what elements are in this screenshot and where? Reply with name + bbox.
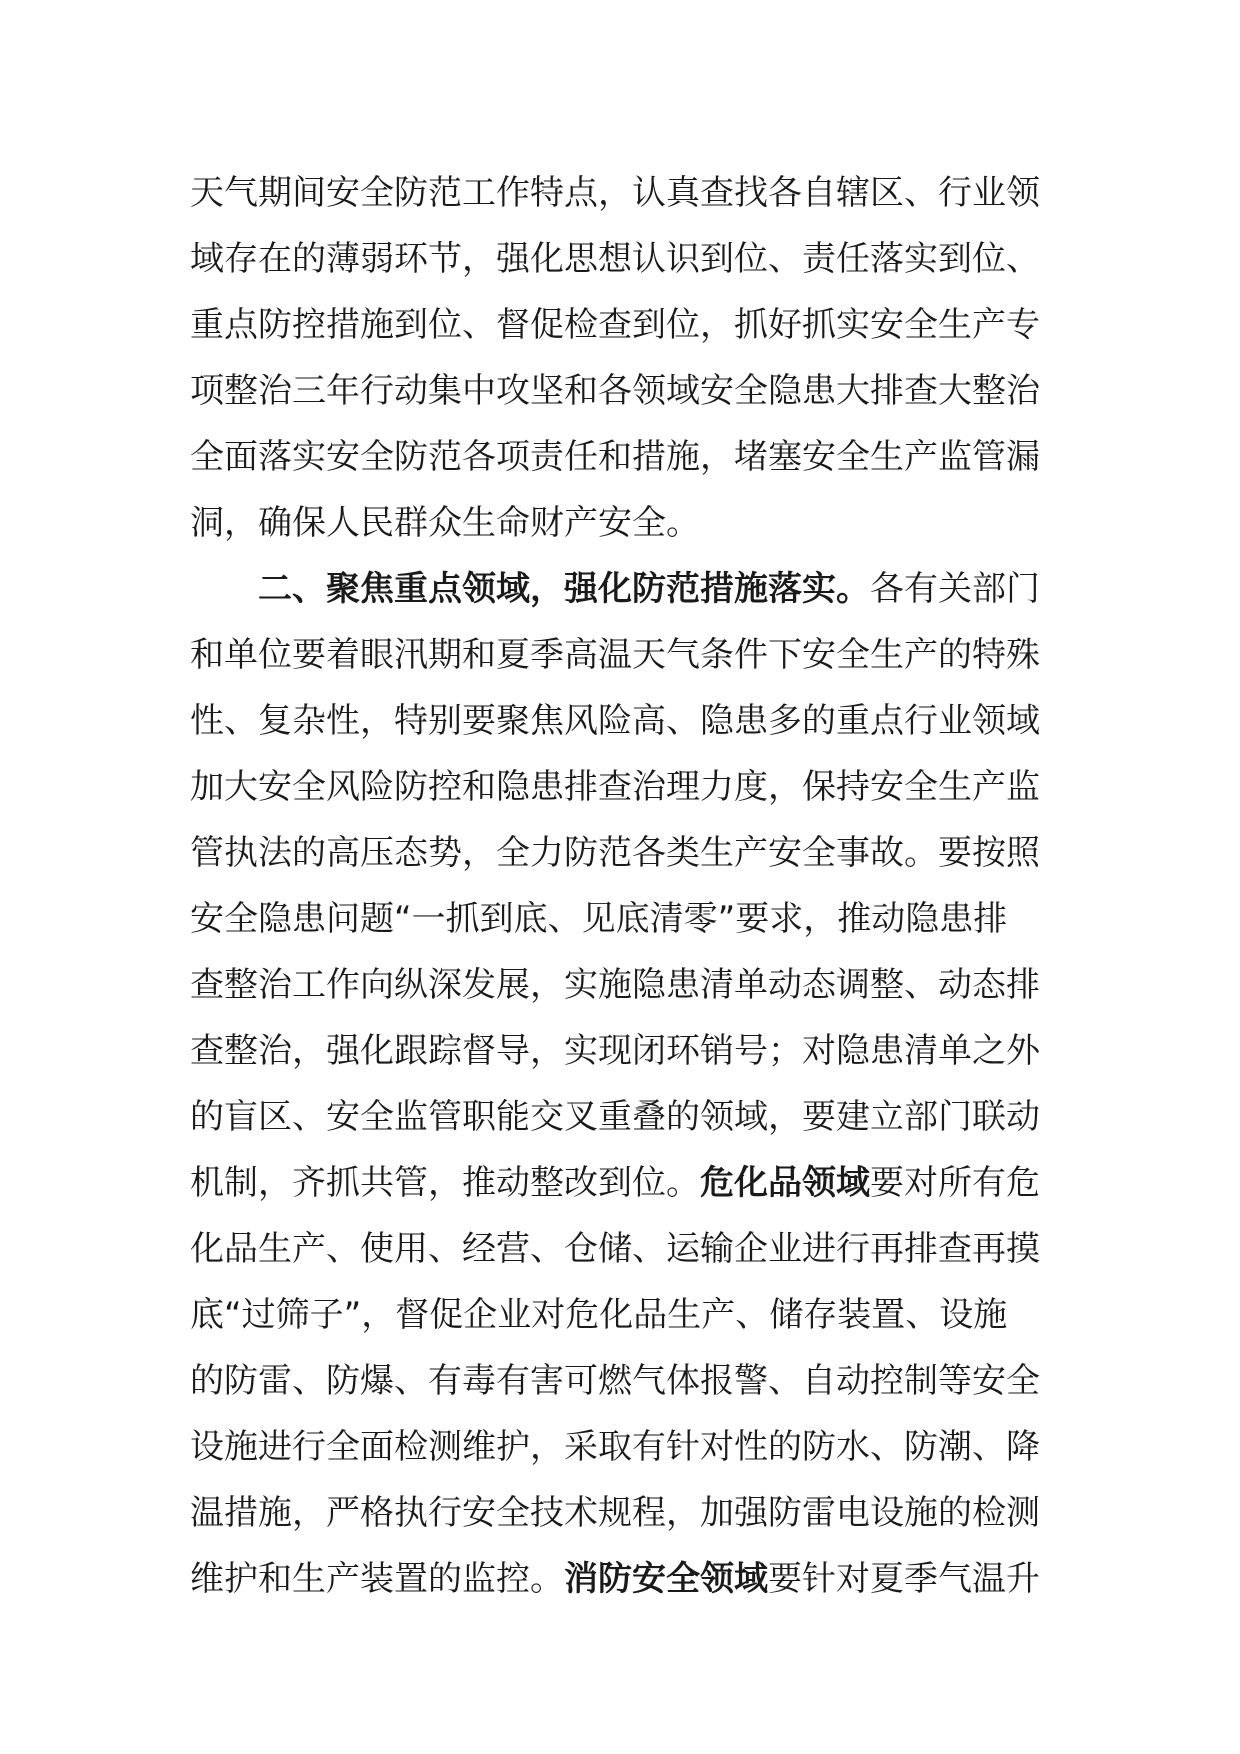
text-line <box>190 886 1060 952</box>
text-segment: 加大安全风险防控和隐患排查治理力度，保持安全生产监 <box>190 767 1040 807</box>
text-segment: 和单位要着眼汛期和夏季高温天气条件下安全生产的特殊 <box>190 635 1040 675</box>
document-body <box>190 160 1060 1612</box>
text-segment: 温措施，严格执行安全技术规程，加强防雷电设施的检测 <box>190 1493 1040 1533</box>
text-segment: 查整治工作向纵深发展，实施隐患清单动态调整、动态排 <box>190 965 1040 1005</box>
text-segment: 各有关部门 <box>870 569 1040 609</box>
text-line <box>190 1216 1060 1282</box>
bold-term: 危化品领域 <box>700 1163 870 1203</box>
text-line <box>190 292 1060 358</box>
text-segment: 查整治，强化跟踪督导，实现闭环销号；对隐患清单之外 <box>190 1031 1040 1071</box>
text-line <box>190 820 1060 886</box>
section-heading: 二、聚焦重点领域，强化防范措施落实。 <box>258 569 870 609</box>
text-segment: 要针对夏季气温升 <box>768 1559 1040 1599</box>
text-line <box>190 688 1060 754</box>
text-segment: 机制，齐抓共管，推动整改到位。 <box>190 1163 700 1203</box>
text-segment: 域存在的薄弱环节，强化思想认识到位、责任落实到位、 <box>190 239 1040 279</box>
text-segment: 项整治三年行动集中攻坚和各领域安全隐患大排查大整治 <box>190 371 1040 411</box>
text-line <box>190 1282 1060 1348</box>
text-segment: 要对所有危 <box>870 1163 1040 1203</box>
text-segment: 洞，确保人民群众生命财产安全。 <box>190 503 700 543</box>
text-line <box>190 1546 1060 1612</box>
text-segment: 管执法的高压态势，全力防范各类生产安全事故。要按照 <box>190 833 1040 873</box>
text-segment: 天气期间安全防范工作特点，认真查找各自辖区、行业领 <box>190 173 1040 213</box>
text-segment: 底“过筛子”，督促企业对危化品生产、储存装置、设施 <box>190 1295 1008 1335</box>
bold-term: 消防安全领域 <box>564 1559 768 1599</box>
text-line <box>190 754 1060 820</box>
text-line <box>190 490 1060 556</box>
text-line <box>190 1018 1060 1084</box>
text-line <box>190 1480 1060 1546</box>
text-line <box>190 1348 1060 1414</box>
text-segment: 安全隐患问题“一抓到底、见底清零”要求，推动隐患排 <box>190 899 1008 939</box>
text-line <box>190 424 1060 490</box>
text-line <box>190 226 1060 292</box>
text-segment: 全面落实安全防范各项责任和措施，堵塞安全生产监管漏 <box>190 437 1040 477</box>
text-segment: 重点防控措施到位、督促检查到位，抓好抓实安全生产专 <box>190 305 1040 345</box>
text-line <box>190 952 1060 1018</box>
text-line <box>190 1150 1060 1216</box>
text-segment: 设施进行全面检测维护，采取有针对性的防水、防潮、降 <box>190 1427 1040 1467</box>
text-segment: 化品生产、使用、经营、仓储、运输企业进行再排查再摸 <box>190 1229 1040 1269</box>
text-segment: 的盲区、安全监管职能交叉重叠的领域，要建立部门联动 <box>190 1097 1040 1137</box>
paragraph-first-line <box>190 556 1060 622</box>
text-segment: 的防雷、防爆、有毒有害可燃气体报警、自动控制等安全 <box>190 1361 1040 1401</box>
text-segment: 性、复杂性，特别要聚焦风险高、隐患多的重点行业领域 <box>190 701 1040 741</box>
text-line <box>190 1414 1060 1480</box>
text-segment: 维护和生产装置的监控。 <box>190 1559 564 1599</box>
text-line <box>190 1084 1060 1150</box>
text-line <box>190 622 1060 688</box>
text-line <box>190 358 1060 424</box>
text-line <box>190 160 1060 226</box>
